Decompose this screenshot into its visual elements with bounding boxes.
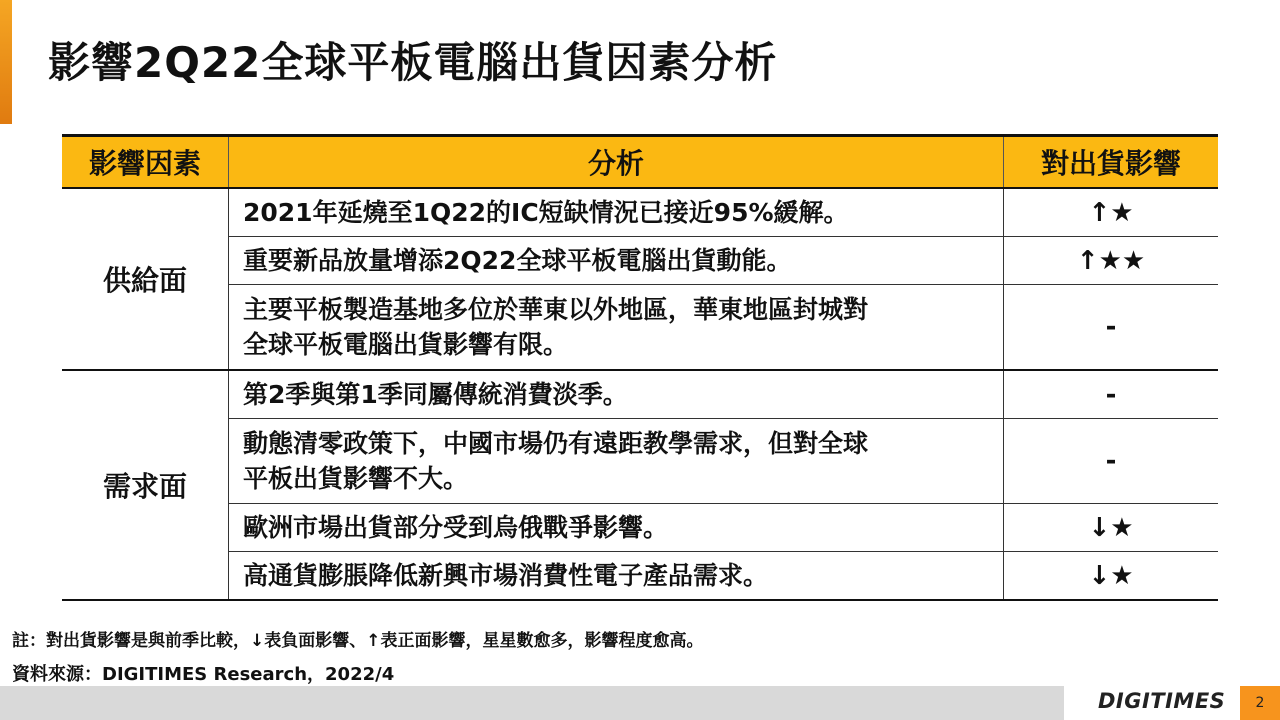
- analysis-line: 動態清零政策下，中國市場仍有遠距教學需求，但對全球: [243, 429, 869, 458]
- page-title: 影響2Q22全球平板電腦出貨因素分析: [48, 38, 778, 87]
- impact-cell: ↓★: [1004, 504, 1219, 552]
- impact-cell: ↑★: [1004, 188, 1219, 237]
- table-row: [62, 504, 1218, 552]
- impact-cell: ↑★★: [1004, 237, 1219, 285]
- analysis-cell: [229, 285, 1004, 371]
- analysis-cell: [229, 419, 1004, 504]
- analysis-cell: 2021年延燒至1Q22的IC短缺情況已接近95%緩解。: [229, 188, 1004, 237]
- header-factor: 影響因素: [62, 136, 229, 189]
- brand-logo: DIGITIMES: [1098, 689, 1226, 713]
- analysis-cell: 第2季與第1季同屬傳統消費淡季。: [229, 370, 1004, 419]
- footnote: 註：對出貨影響是與前季比較，↓表負面影響、↑表正面影響，星星數愈多，影響程度愈高。: [12, 631, 704, 651]
- accent-bar: [0, 0, 12, 124]
- factor-table: [62, 134, 1218, 601]
- analysis-line: 主要平板製造基地多位於華東以外地區，華東地區封城對: [243, 295, 869, 324]
- impact-cell: -: [1004, 285, 1219, 371]
- table-header-row: [62, 136, 1218, 189]
- table-row: [62, 188, 1218, 237]
- group-supply: 供給面: [62, 188, 229, 370]
- source-note: 資料來源：DIGITIMES Research，2022/4: [12, 664, 395, 685]
- analysis-cell: 高通貨膨脹降低新興市場消費性電子產品需求。: [229, 552, 1004, 601]
- analysis-line: 全球平板電腦出貨影響有限。: [243, 330, 569, 359]
- analysis-cell: 重要新品放量增添2Q22全球平板電腦出貨動能。: [229, 237, 1004, 285]
- impact-cell: ↓★: [1004, 552, 1219, 601]
- group-demand: 需求面: [62, 370, 229, 600]
- table-row: [62, 237, 1218, 285]
- table-row: [62, 419, 1218, 504]
- impact-cell: -: [1004, 370, 1219, 419]
- analysis-cell: 歐洲市場出貨部分受到烏俄戰爭影響。: [229, 504, 1004, 552]
- table-row: [62, 285, 1218, 371]
- footer-bar: [0, 686, 1064, 720]
- header-analysis: 分析: [229, 136, 1004, 189]
- table-row: [62, 370, 1218, 419]
- page-number: 2: [1240, 686, 1280, 720]
- table-row: [62, 552, 1218, 601]
- impact-cell: -: [1004, 419, 1219, 504]
- analysis-line: 平板出貨影響不大。: [243, 464, 469, 493]
- header-impact: 對出貨影響: [1004, 136, 1219, 189]
